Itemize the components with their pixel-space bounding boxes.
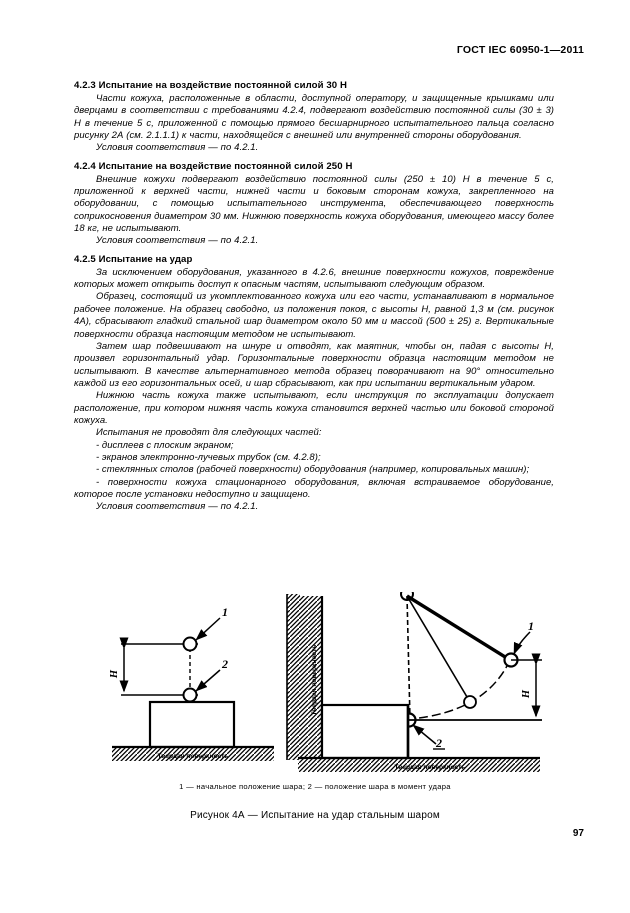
left-diagram-specimen: [150, 702, 234, 747]
section-heading-4-2-5: 4.2.5 Испытание на удар: [74, 253, 193, 265]
paragraph-4-2-5-bottom-part: Нижнюю часть кожуха также испытывают, если инструкция по эксплуатации допускает расположение, при котором нижняя часть кожуха становится верхней частью или боковой стороной кожуха.: [74, 390, 554, 426]
figure-4a-right-diagram: [290, 592, 556, 777]
left-diagram-callout-1: [196, 605, 228, 640]
right-diagram-hard-surface: [298, 758, 540, 772]
right-diagram-cord-mid: [407, 596, 470, 702]
left-diagram-height-dimension: [109, 648, 124, 691]
section-heading-4-2-3: 4.2.3 Испытание на воздействие постоянной силой 30 Н: [74, 80, 348, 91]
list-item-stationary-equipment: - поверхности кожуха стационарного оборудования, включая встраиваемое оборудование, которое после установки недоступно и защищено.: [74, 476, 554, 500]
paragraph-4-2-4-compliance: Условия соответствия — по 4.2.1.: [96, 235, 259, 247]
list-item-flat-panel-displays: - дисплеев с плоским экраном;: [96, 439, 234, 451]
section-heading-4-2-4: 4.2.4 Испытание на воздействие постоянной силой 250 Н: [74, 160, 353, 172]
right-diagram-cord-impact: [407, 596, 410, 719]
figure-4a: [74, 592, 556, 777]
figure-4a-caption: Рисунок 4А — Испытание на удар стальным шаром: [190, 810, 440, 821]
right-diagram-height-label: H: [521, 689, 532, 699]
right-diagram-surface-label: Твердая поверхность: [394, 764, 466, 771]
paragraph-4-2-5-compliance: Условия соответствия — по 4.2.1.: [96, 501, 259, 513]
right-diagram-callout-2: [413, 725, 445, 750]
figure-4a-left-diagram: [74, 592, 306, 777]
left-diagram-callout-1-label: 1: [222, 605, 228, 619]
list-item-glass-tables: - стеклянных столов (рабочей поверхности) оборудования (например, копировальных машин);: [96, 464, 530, 476]
right-diagram-swing-arc: [410, 660, 510, 719]
paragraph-4-2-3-main: Части кожуха, расположенные в области, доступной оператору, и защищенные крышками или дверцами в соответствии с требованиями 4.2.4, подвергают воздействию постоянной силы (30 ± 3) Н в течение 5 с, приложенной с помощью прямого бесшарнирного испытательного пальца согласно рисунку 2А (см. 2.1.1.1) к части, находящейся с внешней или внутренней стороны оборудования.: [74, 93, 554, 142]
left-diagram-hard-surface: [112, 747, 274, 761]
right-diagram-vertical-wall: [298, 596, 322, 758]
left-diagram-callout-2-label: 2: [222, 657, 228, 671]
page-header-standard-number: ГОСТ IEC 60950-1—2011: [456, 44, 584, 56]
right-diagram-callout-2-label: 2: [436, 736, 442, 750]
paragraph-4-2-5-exclusions-intro: Испытания не проводят для следующих частей:: [96, 427, 322, 439]
paragraph-4-2-3-compliance: Условия соответствия — по 4.2.1.: [96, 142, 259, 154]
paragraph-4-2-5-scope: За исключением оборудования, указанного в 4.2.6, внешние поверхности кожухов, повреждение которых может открыть доступ к опасным частям, испытывают следующим образом.: [74, 266, 554, 291]
figure-4a-legend: 1 — начальное положение шара; 2 — положение шара в момент удара: [179, 782, 451, 791]
left-diagram-surface-label: Твердая поверхность: [157, 753, 229, 760]
paragraph-4-2-5-ball-drop: Образец, состоящий из укомплектованного кожуха или его части, устанавливают в нормальное рабочее положение. На образец свободно, из положения покоя, с высоты Н, равной 1,3 м (см. рисунок 4А), сбрасывают гладкий стальной шар диаметром около 50 мм и массой (500 ± 25) г. Вертикальные поверхности образца настоящим методом не испытывают.: [74, 291, 554, 340]
paragraph-4-2-4-main: Внешние кожухи подвергают воздействию постоянной силы (250 ± 10) Н в течение 5 с, приложенной к верхней части, нижней части и боковым сторонам кожуха, закрепленного на оборудовании, с помощью испытательного инструмента, обеспечивающего поверхность соприкосновения диаметром 30 мм. Нижнюю поверхность кожуха оборудования, имеющего массу более 18 кг, не испытывают.: [74, 173, 554, 235]
left-diagram-callout-2: [196, 657, 228, 691]
page-number: 97: [572, 828, 584, 839]
left-diagram-height-label: H: [109, 669, 120, 679]
right-diagram-callout-1: [514, 619, 534, 654]
right-diagram-callout-1-label: 1: [528, 619, 534, 633]
document-body: [74, 80, 554, 514]
right-diagram-specimen: [322, 705, 408, 758]
right-diagram-height-dimension: [521, 664, 536, 716]
right-diagram-wall-label: Твердая поверхность: [311, 644, 318, 716]
list-item-crt-screens: - экранов электронно-лучевых трубок (см. 4.2.8);: [96, 451, 321, 463]
right-diagram-cord-raised: [407, 596, 510, 660]
paragraph-4-2-5-pendulum: Затем шар подвешивают на шнуре и отводят, как маятник, чтобы он, падая с высоты Н, произвел горизонтальный удар. Горизонтальные поверхности образца настоящим методом не испытывают. В качестве альтернативного метода образец поворачивают на 90° относительно каждой из его горизонтальных осей, и шар сбрасывают, как при испытании вертикальным ударом.: [74, 340, 554, 389]
